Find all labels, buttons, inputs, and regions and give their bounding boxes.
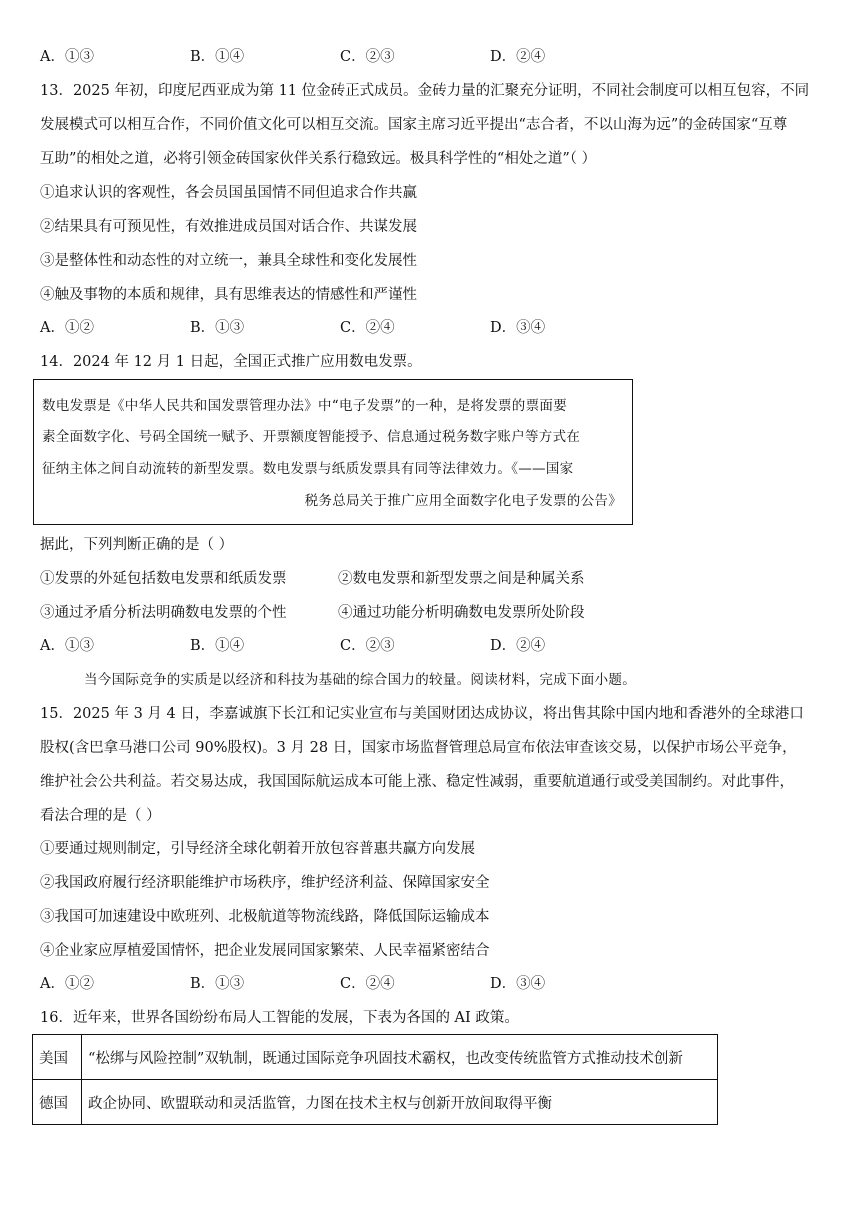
q14-statement-3: ③通过矛盾分析法明确数电发票的个性 [40,605,287,621]
q14-statement-4: ④通过功能分析明确数电发票所处阶段 [338,605,585,621]
q14-material-source: 税务总局关于推广应用全面数字化电子发票的公告》 [304,493,622,509]
q15-stem-line-2: 股权(含巴拿马港口公司 90%股权)。3 月 28 日，国家市场监督管理总局宣布依法审查该交易，以保护市场公平竞争， [40,740,797,756]
policy-cell: 政企协同、欧盟联动和灵活监管，力图在技术主权与创新开放间取得平衡 [82,1080,718,1125]
section-intro: 当今国际竞争的实质是以经济和科技为基础的综合国力的较量。阅读材料，完成下面小题。 [84,672,636,688]
q14-material-line-1: 数电发票是《中华人民共和国发票管理办法》中“电子发票”的一种，是将发票的票面要 [42,398,568,414]
country-cell: 美国 [33,1035,82,1080]
q12-option-b[interactable]: B．①④ [190,49,245,65]
q13-option-b[interactable]: B．①③ [190,320,245,336]
q15-option-b[interactable]: B．①③ [190,976,245,992]
q15-option-c[interactable]: C．②④ [340,976,395,992]
q14-statement-1: ①发票的外延包括数电发票和纸质发票 [40,571,287,587]
q13-stem-line-2: 发展模式可以相互合作，不同价值文化可以相互交流。国家主席习近平提出“志合者，不以山海为远”的金砖国家“互尊 [40,117,788,133]
q12-option-d[interactable]: D．②④ [490,49,546,65]
q13-stem-line-3: 互助”的相处之道，必将引领金砖国家伙伴关系行稳致远。极具科学性的“相处之道”（ ） [40,151,597,167]
q13-option-c[interactable]: C．②④ [340,320,395,336]
q14-material-line-2: 素全面数字化、号码全国统一赋予、开票额度智能授予、信息通过税务数字账户等方式在 [42,429,581,445]
q15-stem-line-1: 15．2025 年 3 月 4 日，李嘉诚旗下长江和记实业宣布与美国财团达成协议，将出售其除中国内地和香港外的全球港口 [40,706,804,722]
q14-statement-2: ②数电发票和新型发票之间是种属关系 [338,571,585,587]
q15-option-a[interactable]: A．①② [40,976,94,992]
q15-statement-2: ②我国政府履行经济职能维护市场秩序，维护经济利益、保障国家安全 [40,875,490,891]
country-cell: 德国 [33,1080,82,1125]
table-row [33,1080,718,1125]
ai-policy-table [32,1034,718,1125]
q15-statement-3: ③我国可加速建设中欧班列、北极航道等物流线路，降低国际运输成本 [40,909,490,925]
q14-option-c[interactable]: C．②③ [340,638,395,654]
q13-statement-1: ①追求认识的客观性，各会员国虽国情不同但追求合作共赢 [40,185,417,201]
policy-cell: “松绑与风险控制”双轨制，既通过国际竞争巩固技术霸权，也改变传统监管方式推动技术创新 [82,1035,718,1080]
q15-statement-1: ①要通过规则制定，引导经济全球化朝着开放包容普惠共赢方向发展 [40,841,475,857]
q13-statement-3: ③是整体性和动态性的对立统一，兼具全球性和变化发展性 [40,253,417,269]
q13-option-d[interactable]: D．③④ [490,320,546,336]
q14-material-line-3: 征纳主体之间自动流转的新型发票。数电发票与纸质发票具有同等法律效力。《——国家 [42,461,574,477]
q13-statement-4: ④触及事物的本质和规律，具有思维表达的情感性和严谨性 [40,287,417,303]
q15-stem-line-4: 看法合理的是（ ） [40,808,161,824]
q15-stem-line-3: 维护社会公共利益。若交易达成，我国国际航运成本可能上涨、稳定性减弱，重要航道通行或受美国制约。对此事件， [40,774,794,790]
q14-option-d[interactable]: D．②④ [490,638,546,654]
q15-statement-4: ④企业家应厚植爱国情怀，把企业发展同国家繁荣、人民幸福紧密结合 [40,943,490,959]
q12-option-a[interactable]: A．①③ [40,49,94,65]
q14-stem: 14．2024 年 12 月 1 日起，全国正式推广应用数电发票。 [40,354,422,370]
q14-option-b[interactable]: B．①④ [190,638,245,654]
q14-question: 据此，下列判断正确的是（ ） [40,537,234,553]
q15-option-d[interactable]: D．③④ [490,976,546,992]
q14-material-box [33,379,633,525]
table-row [33,1035,718,1080]
q14-option-a[interactable]: A．①③ [40,638,94,654]
q16-stem: 16．近年来，世界各国纷纷布局人工智能的发展，下表为各国的 AI 政策。 [40,1010,519,1026]
q13-statement-2: ②结果具有可预见性，有效推进成员国对话合作、共谋发展 [40,219,417,235]
q13-stem-line-1: 13．2025 年初，印度尼西亚成为第 11 位金砖正式成员。金砖力量的汇聚充分证明，不同社会制度可以相互包容，不同 [40,83,810,99]
q13-option-a[interactable]: A．①② [40,320,94,336]
q12-option-c[interactable]: C．②③ [340,49,395,65]
